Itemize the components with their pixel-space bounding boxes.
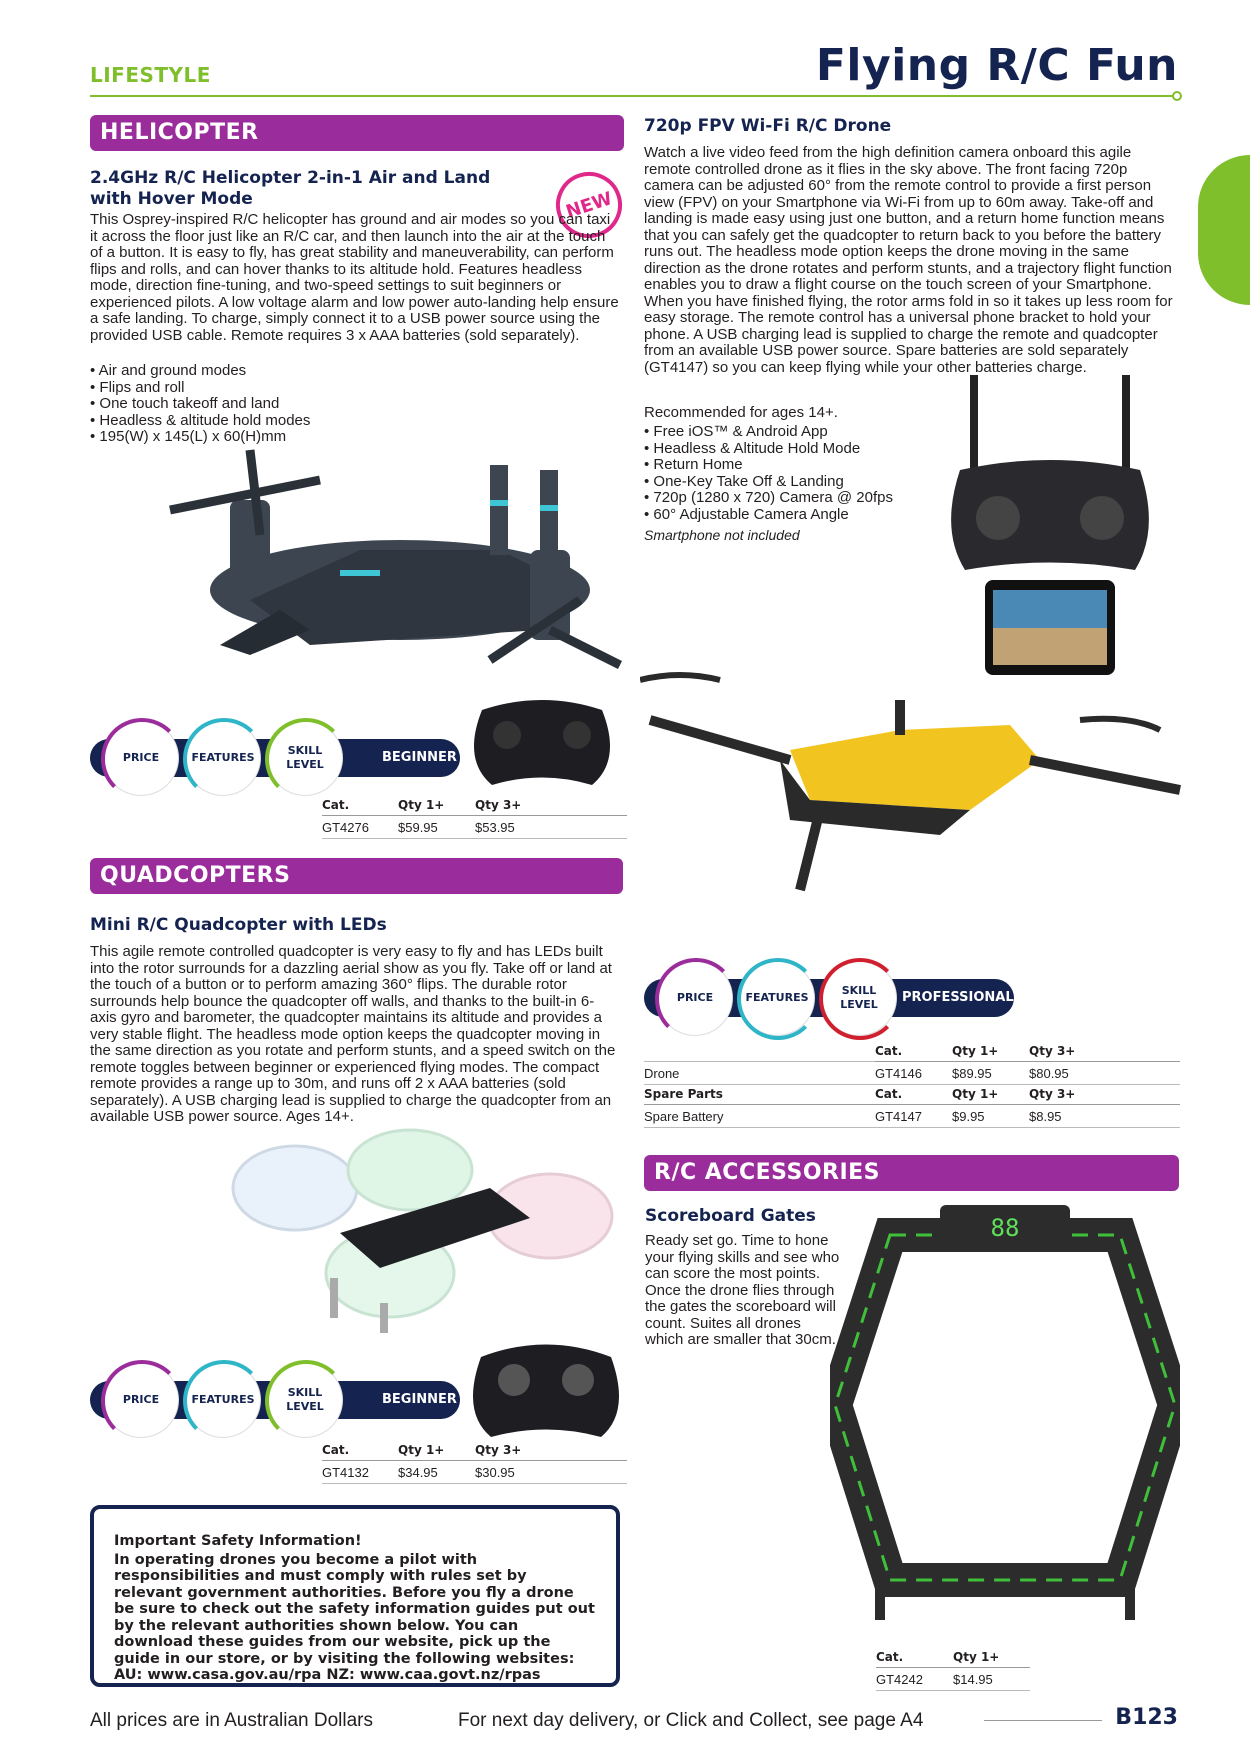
features-rating <box>186 721 260 795</box>
helicopter-rating <box>90 735 460 781</box>
skill-rating <box>268 721 342 795</box>
skill-label: SKILL LEVEL <box>840 984 878 1011</box>
table-row <box>322 1461 627 1484</box>
scoreboard-price-table <box>876 1648 1030 1691</box>
skill-rating <box>268 1363 342 1437</box>
table-header: Cat. <box>876 1648 953 1668</box>
table-cell: GT4146 <box>875 1062 952 1085</box>
table-cell: $9.95 <box>952 1105 1029 1128</box>
fpv-description-main <box>644 145 1176 376</box>
table-cell: GT4242 <box>876 1668 953 1691</box>
quadcopter-description: This agile remote controlled quadcopter is very easy to fly and has LEDs built into the rotor surrounds for a dazzling aerial show as you fly. Take off or land at the touch of a button or to perform amazing 360° flips. The durable rotor surrounds help bounce the quadcopter off walls, and thanks to the built-in 6-axis gyro and barometer, the quadcopter maintains its altitude and provides a very stable flight. The headless mode option keeps the quadcopter moving in the same direction as you rotate and perform stunts, and a speed switch on the remote toggles between beginner or experienced flying modes. The compact remote provides a range up to 30m, and runs off 2 x AAA batteries (sold separately). A USB charging lead is supplied to charge the quadcopter from an available USB power source. Ages 14+. <box>90 943 616 1125</box>
fpv-bullets <box>644 424 974 523</box>
table-header: Spare Parts <box>644 1085 875 1105</box>
header-rule <box>90 95 1176 97</box>
table-header-row <box>322 1441 627 1461</box>
list-item: • Air and ground modes <box>90 363 490 380</box>
table-header: Cat. <box>322 796 398 816</box>
table-cell: $30.95 <box>475 1461 627 1484</box>
list-item: • One touch takeoff and land <box>90 396 490 413</box>
helicopter-bullets <box>90 363 490 446</box>
table-cell: Drone <box>644 1062 875 1085</box>
helicopter-remote-image <box>462 690 622 790</box>
list-item: • 195(W) x 145(L) x 60(H)mm <box>90 429 490 446</box>
helicopter-title-line1: 2.4GHz R/C Helicopter 2-in-1 Air and Land <box>90 168 491 188</box>
quadcopter-rating <box>90 1377 460 1423</box>
table-header: Qty 3+ <box>475 1441 627 1461</box>
footer-delivery-note: For next day delivery, or Click and Collect, see page A4 <box>458 1710 924 1731</box>
table-header: Cat. <box>875 1085 952 1105</box>
skill-level-value: BEGINNER <box>382 750 457 765</box>
list-item: • Headless & altitude hold modes <box>90 413 490 430</box>
table-header: Qty 3+ <box>1029 1042 1180 1062</box>
fpv-rating <box>644 975 1014 1021</box>
table-header-row <box>322 796 627 816</box>
fpv-description: Watch a live video feed from the high definition camera onboard this agile remote controlled drone as it flies in the sky above. The front facing 720p camera can be adjusted 60° from the remote control to provide a first person view (FPV) on your Smartphone via Wi-Fi from up to 60m away. Take-off and landing is made easy using just one button, and a return home function means that you can safely get the quadcopter to return back to you before the battery runs out. The headless mode option keeps the drone moving in the same direction as the drone rotates and perform stunts, and a trajectory flight function enables you to draw a flight course on the touch screen of your Smartphone. When you have finished flying, the rotor arms fold in so it takes up less room for easy storage. The remote control has a universal phone bracket to hold your phone. A USB charging lead is supplied to charge the remote and quadcopter from an available USB power source. Spare batteries are sold separately (GT4147) so you can keep flying while your other batteries charge. <box>644 144 1173 376</box>
fpv-title: 720p FPV Wi-Fi R/C Drone <box>644 116 892 136</box>
table-header-row <box>644 1042 1180 1062</box>
list-item: • Free iOS™ & Android App <box>644 424 974 441</box>
table-cell: $53.95 <box>475 816 627 839</box>
helicopter-description: This Osprey-inspired R/C helicopter has ground and air modes so you can taxi it across the floor just like an R/C car, and then launch into the air at the touch of a button. It is easy to fly, has great stability and maneuverability, can perform flips and rolls, and can hover thanks to its altitude hold. Features headless mode, direction fine-tuning, and two-speed settings to suit beginners or experienced pilots. A low voltage alarm and low power auto-landing help ensure a safe landing. To charge, simply connect it to a USB power source using the provided USB cable. Remote requires 3 x AAA batteries (sold separately). <box>90 211 619 344</box>
quadcopters-bar: QUADCOPTERS <box>90 858 623 894</box>
table-header: Qty 1+ <box>952 1042 1029 1062</box>
table-cell: $59.95 <box>398 816 475 839</box>
fpv-ages: Recommended for ages 14+. <box>644 404 838 421</box>
fpv-remote-image <box>950 370 1170 680</box>
section-label: LIFESTYLE <box>90 63 211 87</box>
skill-label: SKILL LEVEL <box>286 744 324 771</box>
table-header: Qty 3+ <box>1029 1085 1180 1105</box>
features-rating <box>740 961 814 1035</box>
helicopter-bar: HELICOPTER <box>90 115 624 151</box>
helicopter-title-line2: with Hover Mode <box>90 189 253 209</box>
table-row <box>322 816 627 839</box>
table-cell: $89.95 <box>952 1062 1029 1085</box>
table-cell: $80.95 <box>1029 1062 1180 1085</box>
price-rating <box>658 961 732 1035</box>
list-item: • One-Key Take Off & Landing <box>644 474 974 491</box>
table-cell: $14.95 <box>953 1668 1030 1691</box>
helicopter-image <box>160 440 630 685</box>
fpv-price-table <box>644 1042 1180 1128</box>
new-badge: NEW <box>547 163 630 246</box>
quadcopter-image <box>230 1128 625 1338</box>
table-header: Qty 3+ <box>475 796 627 816</box>
table-cell: $8.95 <box>1029 1105 1180 1128</box>
price-label: PRICE <box>676 991 714 1004</box>
table-row <box>876 1668 1030 1691</box>
safety-text: In operating drones you become a pilot with responsibilities and must comply with rules set by relevant government authorities. Before you fly a drone be sure to check out the safety information guides put out by the relevant authorities shown below. You can download these guides from our website, pick up the guide in our store, or by visiting the following websites: <box>114 1551 595 1667</box>
quadcopter-price-table <box>322 1441 627 1484</box>
skill-rating <box>822 961 896 1035</box>
footer-currency-note: All prices are in Australian Dollars <box>90 1710 374 1731</box>
features-label: FEATURES <box>745 991 809 1004</box>
page-title: Flying R/C Fun <box>815 40 1178 91</box>
quadcopter-title: Mini R/C Quadcopter with LEDs <box>90 915 387 935</box>
list-item: • Return Home <box>644 457 974 474</box>
side-tab <box>1198 155 1250 305</box>
footer-rule <box>984 1720 1102 1721</box>
fpv-note: Smartphone not included <box>644 527 800 543</box>
safety-title: Important Safety Information! <box>114 1533 362 1549</box>
scoreboard-description: Ready set go. Time to hone your flying skills and see who can score the most points. Once the drone flies through the gates the scoreboard will count. Suites all drones which are smaller that 30cm. <box>645 1232 840 1348</box>
accessories-bar: R/C ACCESSORIES <box>644 1155 1179 1191</box>
features-rating <box>186 1363 260 1437</box>
price-rating <box>104 1363 178 1437</box>
scoreboard-title: Scoreboard Gates <box>645 1206 816 1226</box>
page-number: B123 <box>1115 1705 1178 1730</box>
table-row <box>644 1105 1180 1128</box>
helicopter-price-table <box>322 796 627 839</box>
features-label: FEATURES <box>191 1393 255 1406</box>
features-label: FEATURES <box>191 751 255 764</box>
fpv-drone-image <box>640 660 1200 915</box>
table-header: Cat. <box>322 1441 398 1461</box>
quadcopter-remote-image <box>466 1332 626 1442</box>
price-label: PRICE <box>122 751 160 764</box>
skill-level-value: BEGINNER <box>382 1392 457 1407</box>
skill-level-value: PROFESSIONAL <box>902 990 1014 1005</box>
price-label: PRICE <box>122 1393 160 1406</box>
table-header <box>644 1042 875 1062</box>
table-header-row <box>644 1085 1180 1105</box>
safety-links[interactable]: AU: www.casa.gov.au/rpa NZ: www.caa.govt.nz/rpas <box>114 1667 541 1683</box>
list-item: • 720p (1280 x 720) Camera @ 20fps <box>644 490 974 507</box>
table-header-row <box>876 1648 1030 1668</box>
safety-info-box <box>90 1505 620 1687</box>
table-row <box>644 1062 1180 1085</box>
list-item: • Flips and roll <box>90 380 490 397</box>
table-header: Qty 1+ <box>398 796 475 816</box>
table-header: Qty 1+ <box>398 1441 475 1461</box>
scoreboard-display: 88 <box>990 1214 1020 1242</box>
list-item: • Headless & Altitude Hold Mode <box>644 441 974 458</box>
table-header: Cat. <box>875 1042 952 1062</box>
table-cell: $34.95 <box>398 1461 475 1484</box>
scoreboard-gate-image <box>830 1205 1180 1630</box>
table-header: Qty 1+ <box>953 1648 1030 1668</box>
table-header: Qty 1+ <box>952 1085 1029 1105</box>
table-cell: GT4147 <box>875 1105 952 1128</box>
table-cell: GT4276 <box>322 816 398 839</box>
table-cell: Spare Battery <box>644 1105 875 1128</box>
helicopter-title <box>90 168 550 210</box>
skill-label: SKILL LEVEL <box>286 1386 324 1413</box>
price-rating <box>104 721 178 795</box>
list-item: • 60° Adjustable Camera Angle <box>644 507 974 524</box>
table-cell: GT4132 <box>322 1461 398 1484</box>
